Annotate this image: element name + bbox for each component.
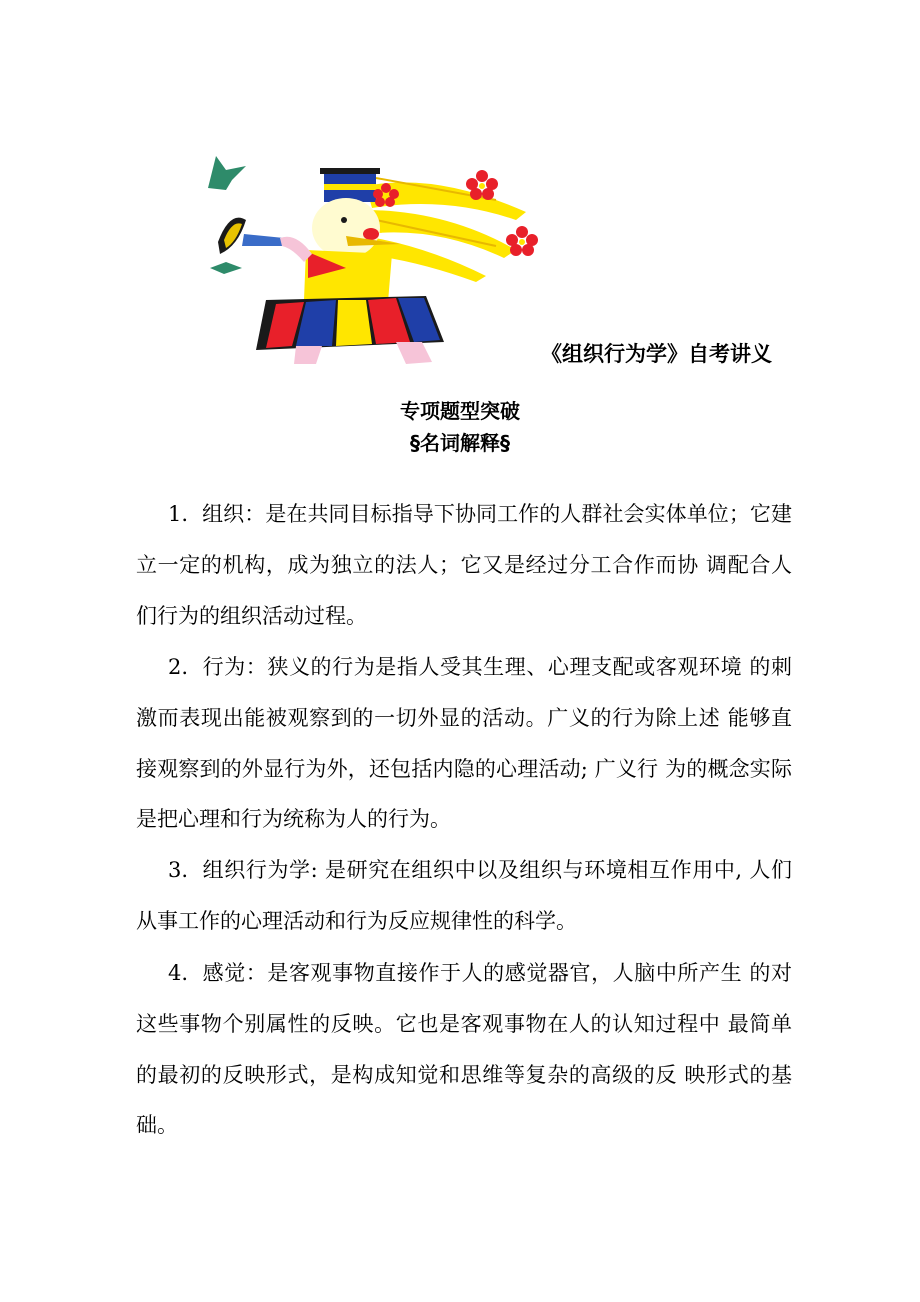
entry-text: 行为：狭义的行为是指人受其生理、心理支配或客观环境 的刺激而表现出能被观察到的一切外显的活动。广义的行为除上述 能够直接观察到的外显行为外，还包括内隐的心理活动; 广义行 为的概念实际是把心理和行为统称为人的行为。 xyxy=(136,655,792,832)
clipart-dancer-illustration xyxy=(196,150,541,368)
entry-text: 组织行为学: 是研究在组织中以及组织与环境相互作用中, 人们从事工作的心理活动和行为反应规律性的科学。 xyxy=(136,858,792,933)
entry-text: 感觉：是客观事物直接作于人的感觉器官，人脑中所产生 的对这些事物个别属性的反映。它也是客观事物在人的认知过程中 最简单的最初的反映形式，是构成知觉和思维等复杂的高级的反 映形式的基础。 xyxy=(136,961,792,1138)
entry-number: 2. xyxy=(168,655,189,679)
section-title: 专项题型突破 xyxy=(400,399,520,423)
entry-number: 3. xyxy=(168,858,189,882)
entry-number: 1. xyxy=(168,502,189,526)
definition-entry xyxy=(136,845,792,947)
definition-entry xyxy=(136,948,792,1151)
definition-entry xyxy=(136,489,792,641)
section-subtitle: §名词解释§ xyxy=(410,431,510,455)
definition-entry xyxy=(136,642,792,845)
entry-text: 组织：是在共同目标指导下协同工作的人群社会实体单位；它建立一定的机构，成为独立的法人；它又是经过分工合作而协 调配合人们行为的组织活动过程。 xyxy=(136,502,792,628)
entry-number: 4. xyxy=(168,961,189,985)
document-title: 《组织行为学》自考讲义 xyxy=(541,342,772,366)
